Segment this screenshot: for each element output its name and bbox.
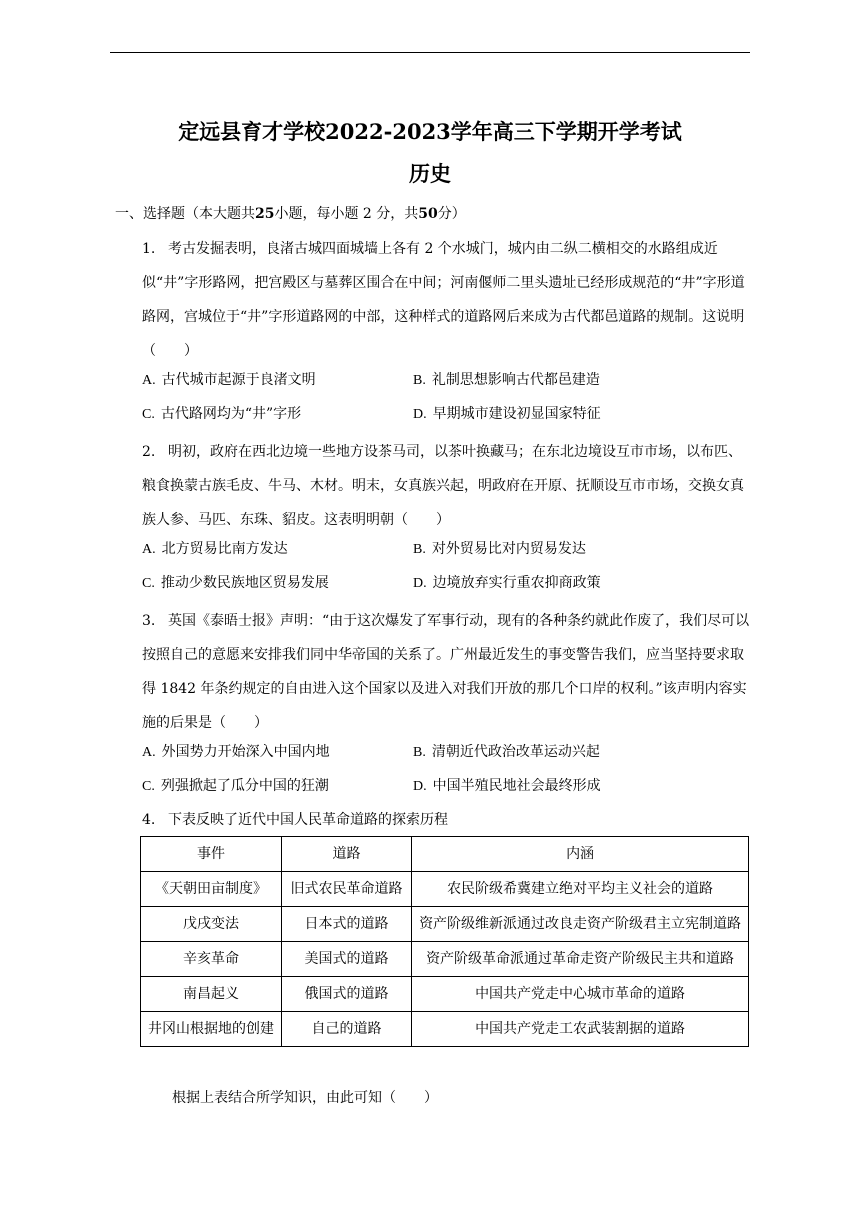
question-1-option-d[interactable] <box>413 404 601 425</box>
option-text: 早期城市建设初显国家特征 <box>432 406 601 422</box>
option-label: A. <box>142 373 156 388</box>
option-text: 边境放弃实行重农抑商政策 <box>432 575 601 591</box>
option-label: D. <box>413 576 427 591</box>
question-3-option-b[interactable] <box>413 742 600 763</box>
table-row <box>141 872 749 907</box>
subject-title: 历史 <box>409 161 451 186</box>
question-text: 考古发掘表明，良渚古城四面城墙上各有 2 个水城门，城内由二纵二横相交的水路组成近似“井”字形路网，把宫殿区与墓葬区围合在中间；河南偃师二里头遗址已经形成规范的“井”字形道路网，宫城位于“井”字形道路网的中部，这种样式的道路网后来成为古代都邑道路的规制。这说明（ ） <box>142 241 745 359</box>
question-1-option-b[interactable] <box>413 370 600 391</box>
table-cell: 资产阶级革命派通过革命走资产阶级民主共和道路 <box>412 942 749 977</box>
question-number: 2. <box>142 444 156 460</box>
table-header-cell: 道路 <box>281 837 411 872</box>
option-text: 外国势力开始深入中国内地 <box>161 744 330 760</box>
question-2-stem <box>142 435 750 537</box>
question-2-option-a[interactable] <box>142 539 288 560</box>
header-rule <box>110 52 750 53</box>
question-1-stem <box>142 232 750 368</box>
section-mid: 小题，每小题 2 分，共 <box>274 206 419 222</box>
table-cell: 俄国式的道路 <box>281 977 411 1012</box>
option-text: 清朝近代政治改革运动兴起 <box>431 744 600 760</box>
table-cell: 自己的道路 <box>281 1012 411 1047</box>
question-number: 1. <box>142 241 156 257</box>
table-cell: 《天朝田亩制度》 <box>141 872 282 907</box>
question-3-option-a[interactable] <box>142 742 330 763</box>
table-cell: 资产阶级维新派通过改良走资产阶级君主立宪制道路 <box>412 907 749 942</box>
exam-title: 定远县育才学校2022-2023学年高三下学期开学考试 <box>178 119 682 144</box>
table-cell: 中国共产党走中心城市革命的道路 <box>412 977 749 1012</box>
table-header-cell: 事件 <box>141 837 282 872</box>
question-text: 明初，政府在西北边境一些地方设茶马司，以茶叶换藏马；在东北边境设互市市场，以布匹、粮食换蒙古族毛皮、牛马、木材。明末，女真族兴起，明政府在开原、抚顺设互市市场，交换女真族人参、马匹、东珠、貂皮。这表明明朝（ ） <box>142 444 744 528</box>
table-cell: 南昌起义 <box>141 977 282 1012</box>
option-text: 古代路网均为“井”字形 <box>160 406 302 422</box>
question-1-option-a[interactable] <box>142 370 316 391</box>
question-text: 下表反映了近代中国人民革命道路的探索历程 <box>168 812 448 828</box>
section-heading <box>115 203 466 223</box>
table-cell: 戊戌变法 <box>141 907 282 942</box>
table-header-cell: 内涵 <box>412 837 749 872</box>
question-2-option-c[interactable] <box>142 573 329 594</box>
option-text: 推动少数民族地区贸易发展 <box>160 575 329 591</box>
option-text: 北方贸易比南方发达 <box>161 541 288 557</box>
question-4-followup: 根据上表结合所学知识，由此可知（ ） <box>172 1090 438 1106</box>
option-label: A. <box>142 542 156 557</box>
question-4-stem <box>142 810 448 830</box>
table-header-row <box>141 837 749 872</box>
option-label: C. <box>142 407 155 422</box>
question-3-option-c[interactable] <box>142 776 329 797</box>
section-suffix: 分） <box>437 206 466 222</box>
option-label: B. <box>413 373 426 388</box>
section-count: 25 <box>255 206 275 222</box>
table-row <box>141 907 749 942</box>
section-prefix: 一、选择题（本大题共 <box>115 206 255 222</box>
question-number: 4. <box>142 812 156 828</box>
option-text: 对外贸易比对内贸易发达 <box>431 541 586 557</box>
option-text: 列强掀起了瓜分中国的狂潮 <box>160 778 329 794</box>
option-label: C. <box>142 779 155 794</box>
table-cell: 中国共产党走工农武装割据的道路 <box>412 1012 749 1047</box>
revolution-path-table <box>140 836 749 1047</box>
option-label: C. <box>142 576 155 591</box>
question-1-option-c[interactable] <box>142 404 301 425</box>
option-label: B. <box>413 542 426 557</box>
table-cell: 美国式的道路 <box>281 942 411 977</box>
option-text: 中国半殖民地社会最终形成 <box>432 778 601 794</box>
table-cell: 旧式农民革命道路 <box>281 872 411 907</box>
table-cell: 井冈山根据地的创建 <box>141 1012 282 1047</box>
option-text: 古代城市起源于良渚文明 <box>161 372 316 388</box>
question-3-stem <box>142 604 750 740</box>
option-text: 礼制思想影响古代都邑建造 <box>431 372 600 388</box>
question-text: 英国《泰晤士报》声明：“由于这次爆发了军事行动，现有的各种条约就此作废了，我们尽可以按照自己的意愿来安排我们同中华帝国的关系了。广州最近发生的事变警告我们，应当坚持要求取得 1842 年条约规定的自由进入这个国家以及进入对我们开放的那几个口岸的权利。”该声明内容实施的后果是（ ） <box>142 613 750 731</box>
option-label: D. <box>413 779 427 794</box>
table-cell: 日本式的道路 <box>281 907 411 942</box>
table-cell: 农民阶级希冀建立绝对平均主义社会的道路 <box>412 872 749 907</box>
option-label: B. <box>413 745 426 760</box>
table-row <box>141 942 749 977</box>
option-label: A. <box>142 745 156 760</box>
question-number: 3. <box>142 613 156 629</box>
question-2-option-b[interactable] <box>413 539 586 560</box>
section-total: 50 <box>418 206 438 222</box>
table-row <box>141 1012 749 1047</box>
table-cell: 辛亥革命 <box>141 942 282 977</box>
table-row <box>141 977 749 1012</box>
question-2-option-d[interactable] <box>413 573 601 594</box>
option-label: D. <box>413 407 427 422</box>
question-3-option-d[interactable] <box>413 776 601 797</box>
